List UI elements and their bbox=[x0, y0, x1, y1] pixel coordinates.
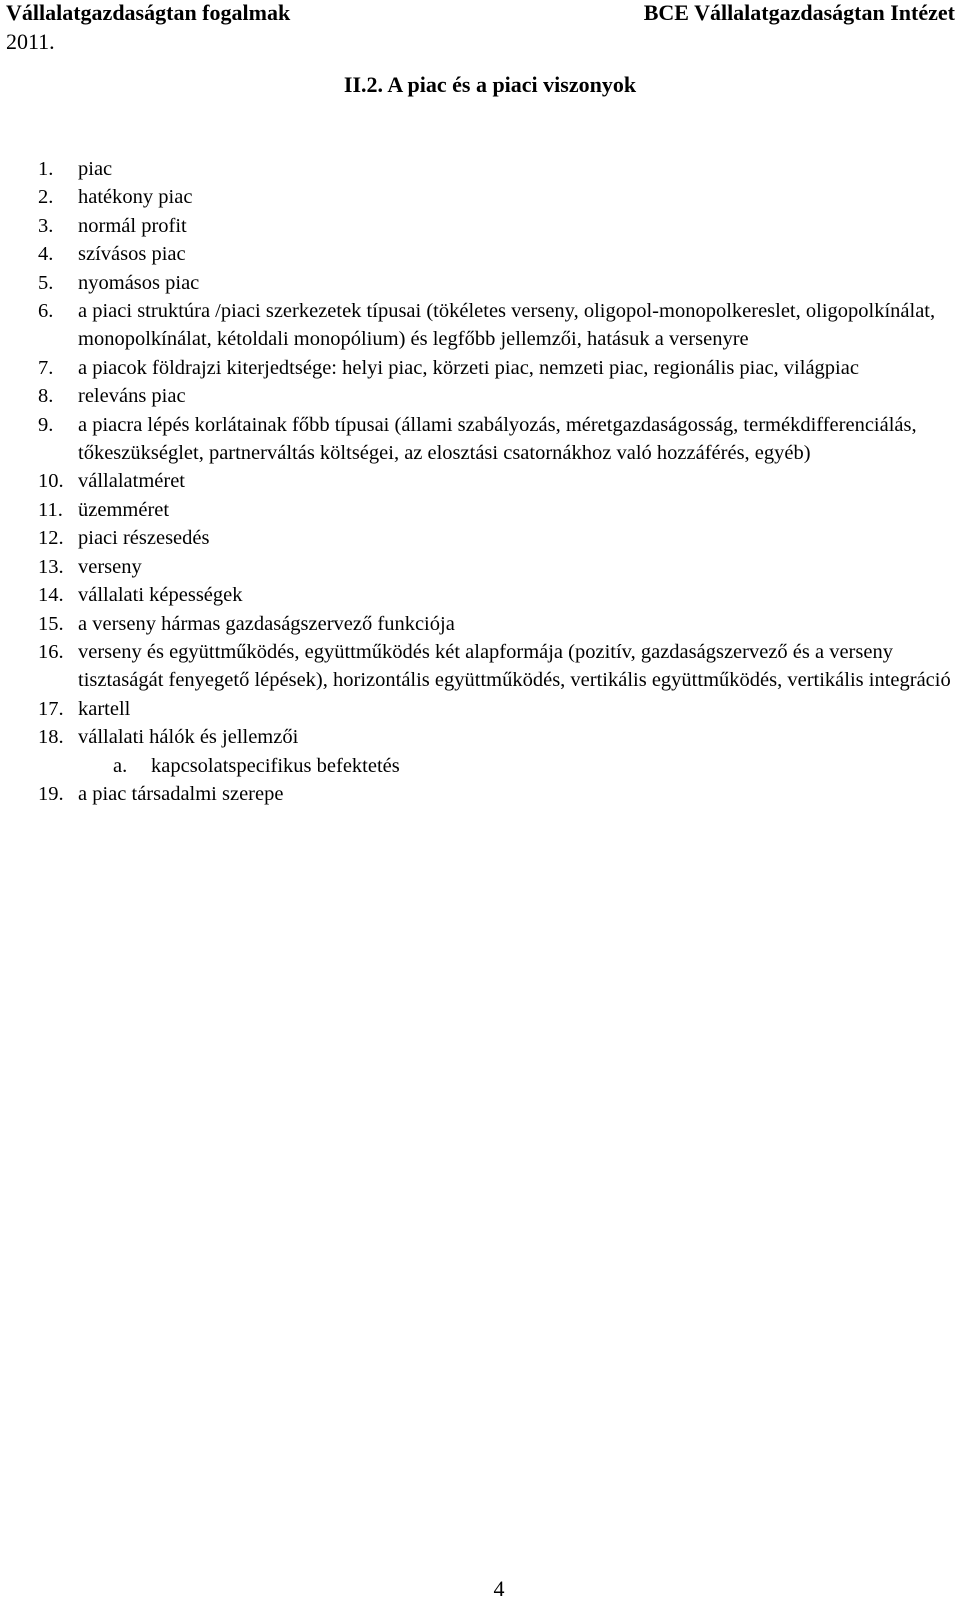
list-item bbox=[38, 411, 958, 468]
item-number: 10. bbox=[38, 470, 64, 493]
item-text: a piaci struktúra /piaci szerkezetek típusai (tökéletes verseny, oligopol-monopolkereslet, oligopolkínálat, monopolkínálat, kétoldali monopólium) és legfőbb jellemzői, hatásuk a versenyre bbox=[78, 300, 936, 351]
item-number: 8. bbox=[38, 385, 54, 408]
list-item bbox=[38, 269, 958, 297]
item-number: 5. bbox=[38, 271, 54, 294]
list-item bbox=[38, 155, 958, 183]
item-number: 13. bbox=[38, 555, 64, 578]
item-number: 18. bbox=[38, 726, 64, 749]
list-item bbox=[38, 240, 958, 268]
item-number: 16. bbox=[38, 640, 64, 663]
item-number: 17. bbox=[38, 697, 64, 720]
list-item bbox=[38, 695, 958, 723]
item-text: releváns piac bbox=[78, 385, 186, 408]
sub-list bbox=[78, 752, 958, 780]
header-course-title: Vállalatgazdaságtan fogalmak bbox=[6, 0, 291, 25]
item-text: nyomásos piac bbox=[78, 271, 200, 294]
header-year: 2011. bbox=[6, 29, 55, 54]
topic-list bbox=[38, 155, 958, 808]
header-institute-name: BCE Vállalatgazdaságtan Intézet bbox=[643, 0, 955, 25]
item-text: piac bbox=[78, 158, 113, 180]
item-text: a piac társadalmi szerepe bbox=[78, 782, 284, 805]
item-text: szívásos piac bbox=[78, 243, 186, 266]
item-text: a piacok földrajzi kiterjedtsége: helyi piac, körzeti piac, nemzeti piac, regionális piac, világpiac bbox=[78, 356, 859, 379]
item-text: üzemméret bbox=[78, 498, 170, 521]
item-text: piaci részesedés bbox=[78, 527, 210, 550]
item-number: 2. bbox=[38, 186, 54, 209]
item-number: 12. bbox=[38, 527, 64, 550]
item-number: 6. bbox=[38, 300, 54, 323]
item-number: 19. bbox=[38, 782, 64, 805]
item-text: vállalatméret bbox=[78, 470, 185, 493]
list-item bbox=[38, 780, 958, 808]
list-item bbox=[38, 610, 958, 638]
sub-list-item bbox=[78, 752, 958, 780]
list-item bbox=[38, 638, 958, 695]
sub-item-letter: a. bbox=[113, 754, 128, 777]
item-text: hatékony piac bbox=[78, 186, 193, 209]
sub-item-text: kapcsolatspecifikus befektetés bbox=[151, 754, 400, 777]
page-number: 4 bbox=[493, 1576, 505, 1601]
section-title: II.2. A piac és a piaci viszonyok bbox=[343, 72, 637, 97]
item-number: 3. bbox=[38, 214, 54, 237]
list-item bbox=[38, 524, 958, 552]
item-number: 15. bbox=[38, 612, 64, 635]
list-item bbox=[38, 553, 958, 581]
list-item bbox=[38, 581, 958, 609]
item-text: verseny bbox=[78, 555, 142, 578]
item-number: 9. bbox=[38, 413, 54, 436]
list-item bbox=[38, 382, 958, 410]
list-item bbox=[38, 297, 958, 354]
item-text: vállalati hálók és jellemzői bbox=[78, 726, 299, 749]
list-item bbox=[38, 183, 958, 211]
item-text-with-sublist bbox=[78, 723, 958, 780]
item-text: kartell bbox=[78, 697, 131, 720]
list-item bbox=[38, 496, 958, 524]
item-text: a piacra lépés korlátainak főbb típusai (állami szabályozás, méretgazdaságosság, termékdifferenciálás, tőkeszükséglet, partnerváltás költségei, az elosztási csatornákhoz való hozzáférés, egyéb) bbox=[78, 413, 917, 465]
item-number: 11. bbox=[38, 498, 63, 521]
item-text: normál profit bbox=[78, 214, 187, 237]
item-number: 4. bbox=[38, 243, 54, 266]
item-text: vállalati képességek bbox=[78, 584, 243, 607]
item-number: 1. bbox=[38, 158, 54, 180]
item-number: 14. bbox=[38, 584, 64, 607]
list-item bbox=[38, 354, 958, 382]
item-text: verseny és együttműködés, együttműködés két alapformája (pozitív, gazdaságszervező és a verseny tisztaságát fenyegető lépések), horizontális együttműködés, vertikális együttműködés, vertikális integráció bbox=[78, 640, 951, 692]
list-item bbox=[38, 467, 958, 495]
list-item bbox=[38, 212, 958, 240]
item-text: a verseny hármas gazdaságszervező funkciója bbox=[78, 612, 455, 635]
item-number: 7. bbox=[38, 356, 54, 379]
list-item bbox=[38, 723, 958, 780]
